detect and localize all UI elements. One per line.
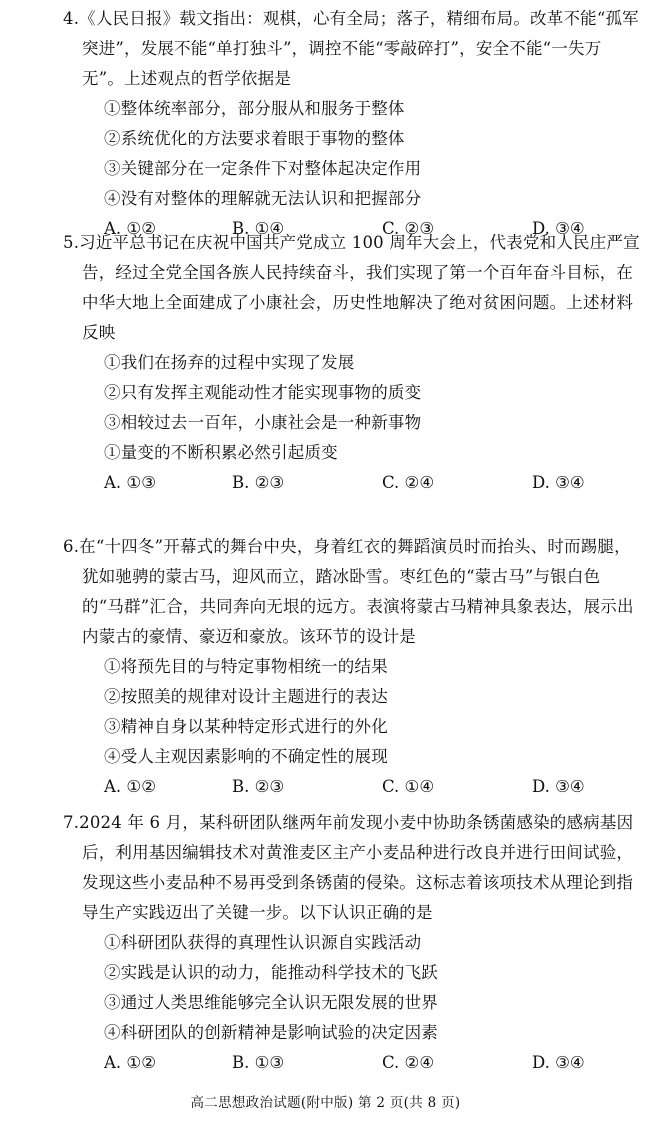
option-item: ①将预先目的与特定事物相统一的结果: [104, 657, 388, 676]
choice-d: D. ③④: [532, 777, 585, 796]
answer-choices: [104, 468, 642, 498]
choice-c: C. ②④: [382, 1053, 435, 1072]
question-7: [63, 808, 642, 1078]
question-stem: 4.《人民日报》载文指出：观棋，心有全局；落子，精细布局。改革不能“孤军突进”，发展不能“单打独斗”，调控不能“零敲碎打”，安全不能“一失万无”。上述观点的哲学依据是: [63, 9, 639, 88]
choice-d: D. ③④: [532, 473, 585, 492]
option-item: ②实践是认识的动力，能推动科学技术的飞跃: [104, 963, 438, 982]
option-item: ①整体统率部分，部分服从和服务于整体: [104, 99, 405, 118]
choice-c: C. ②④: [382, 473, 435, 492]
choice-b: B. ①④: [232, 219, 285, 238]
option-item: ②系统优化的方法要求着眼于事物的整体: [104, 129, 405, 148]
option-item: ④科研团队的创新精神是影响试验的决定因素: [104, 1023, 438, 1042]
choice-d: D. ③④: [532, 219, 585, 238]
option-item: ③关键部分在一定条件下对整体起决定作用: [104, 159, 422, 178]
choice-c: C. ①④: [382, 777, 435, 796]
choice-a: A. ①②: [104, 777, 156, 796]
option-item: ④受人主观因素影响的不确定性的展现: [104, 747, 388, 766]
answer-choices: [104, 772, 642, 802]
option-item: ③相较过去一百年，小康社会是一种新事物: [104, 413, 422, 432]
question-4: [63, 4, 642, 244]
option-item: ③精神自身以某种特定形式进行的外化: [104, 717, 388, 736]
choice-c: C. ②③: [382, 219, 435, 238]
question-stem: 7.2024 年 6 月，某科研团队继两年前发现小麦中协助条锈菌感染的感病基因后，利用基因编辑技术对黄淮麦区主产小麦品种进行改良并进行田间试验，发现这些小麦品种不易再受到条锈菌的侵染。这标志着该项技术从理论到指导生产实践迈出了关键一步。以下认识正确的是: [63, 813, 634, 922]
option-item: ①量变的不断积累必然引起质变: [104, 443, 338, 462]
option-item: ④没有对整体的理解就无法认识和把握部分: [104, 189, 422, 208]
option-item: ①我们在扬弃的过程中实现了发展: [104, 353, 355, 372]
choice-b: B. ①③: [232, 1053, 285, 1072]
choice-a: A. ①②: [104, 219, 156, 238]
question-stem: 5.习近平总书记在庆祝中国共产党成立 100 周年大会上，代表党和人民庄严宣告，经过全党全国各族人民持续奋斗，我们实现了第一个百年奋斗目标，在中华大地上全面建成了小康社会，历史性地解决了绝对贫困问题。上述材料反映: [63, 233, 640, 342]
choice-d: D. ③④: [532, 1053, 585, 1072]
option-item: ②按照美的规律对设计主题进行的表达: [104, 687, 388, 706]
question-stem: 6.在“十四冬”开幕式的舞台中央，身着红衣的舞蹈演员时而抬头、时而踢腿，犹如驰骋的蒙古马，迎风而立，踏冰卧雪。枣红色的“蒙古马”与银白色的“马群”汇合，共同奔向无垠的远方。表演将蒙古马精神具象表达，展示出内蒙古的豪情、豪迈和豪放。该环节的设计是: [63, 537, 634, 646]
question-5: [63, 228, 642, 498]
option-item: ③通过人类思维能够完全认识无限发展的世界: [104, 993, 438, 1012]
page-footer: 高二思想政治试题(附中版) 第 2 页(共 8 页): [190, 1095, 461, 1111]
answer-choices: [104, 1048, 642, 1078]
choice-b: B. ②③: [232, 777, 285, 796]
choice-a: A. ①②: [104, 1053, 156, 1072]
option-item: ①科研团队获得的真理性认识源自实践活动: [104, 933, 422, 952]
option-item: ②只有发挥主观能动性才能实现事物的质变: [104, 383, 422, 402]
choice-a: A. ①③: [104, 473, 156, 492]
choice-b: B. ②③: [232, 473, 285, 492]
question-6: [63, 532, 642, 802]
